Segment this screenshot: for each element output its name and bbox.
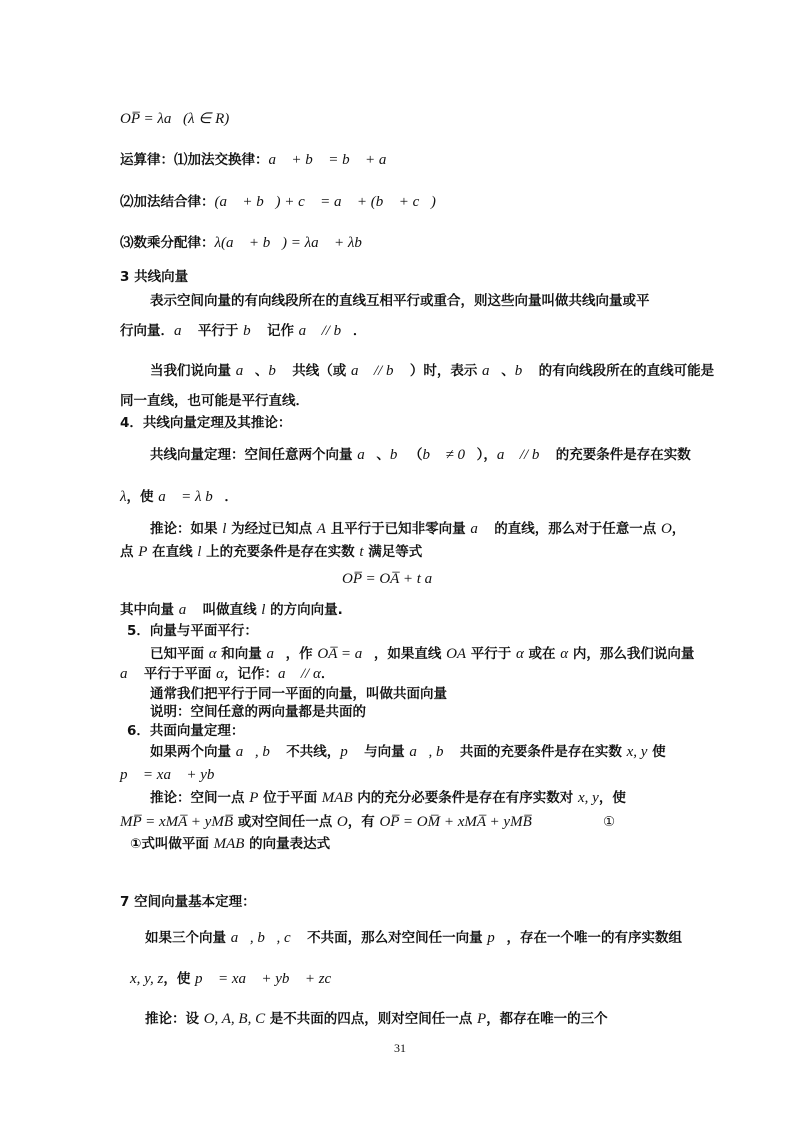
math-expression: b⃗: [268, 363, 288, 379]
text-segment: 推论：如果: [150, 521, 223, 537]
text-segment: ，都存在唯一的三个: [486, 1011, 608, 1027]
math-expression: p⃗: [340, 744, 360, 760]
math-expression: b⃗: [389, 447, 410, 463]
math-expression: OA̅ = a⃗: [317, 646, 374, 662]
text-segment: 位于平面: [258, 790, 322, 806]
text-segment: 的方向向量.: [265, 602, 343, 618]
math-expression: MP̅ = xMA̅ + yMB̅: [120, 814, 233, 830]
math-expression: a⃗: [178, 602, 198, 618]
math-expression: a⃗ = λ b⃗: [158, 489, 225, 505]
math-expression: b⃗ ≠ 0⃗: [422, 447, 477, 463]
text-line: [150, 703, 366, 721]
math-expression: p⃗ = xa⃗ + yb⃗ + zc⃗: [195, 971, 343, 987]
text-segment: 与向量: [359, 744, 410, 760]
math-expression: a⃗: [174, 323, 194, 339]
math-expression: a⃗: [482, 363, 502, 379]
text-segment: 内，那么我们说向量: [568, 646, 695, 662]
text-segment: 使: [647, 744, 666, 760]
text-segment: 是不共面的四点，则对空间任一点: [265, 1011, 478, 1027]
text-segment: 、: [254, 363, 269, 379]
math-expression: x, y, z: [130, 971, 164, 987]
text-segment: 推论：空间一点: [150, 790, 250, 806]
math-expression: O, A, B, C: [203, 1011, 266, 1027]
text-line: [145, 1010, 608, 1028]
text-segment: ，使: [598, 790, 626, 806]
text-line: [120, 488, 238, 506]
text-segment: 的直线，那么对于任意一点: [489, 521, 661, 537]
math-expression: x, y: [626, 744, 648, 760]
text-segment: ⑶数乘分配律：: [120, 235, 215, 251]
text-line: [130, 970, 343, 988]
section-heading: [120, 893, 256, 911]
math-expression: a⃗ // b⃗: [496, 447, 552, 463]
text-segment: 点: [120, 544, 139, 560]
math-expression: λ(a⃗ + b⃗) = λa⃗ + λb⃗: [214, 235, 374, 251]
text-segment: 运算律：⑴加法交换律：: [120, 152, 269, 168]
text-segment: ．: [224, 489, 238, 505]
math-expression: α: [208, 646, 217, 662]
math-expression: x, y: [578, 790, 599, 806]
math-expression: O: [660, 521, 672, 537]
text-line: [150, 743, 666, 761]
text-segment: 表示空间向量的有向线段所在的直线互相平行或重合，则这些向量叫做共线向量或平: [150, 293, 650, 309]
text-line: [120, 665, 334, 683]
text-segment: 不共线，: [281, 744, 341, 760]
text-segment: 6．共面向量定理：: [127, 723, 245, 739]
math-expression: OA: [446, 646, 467, 662]
text-segment: （: [409, 447, 423, 463]
text-segment: 的向量表达式: [244, 836, 331, 852]
text-segment: ⑵加法结合律：: [120, 194, 215, 210]
text-line: [120, 601, 343, 619]
text-segment: 如果两个向量: [150, 744, 236, 760]
text-line: [150, 362, 714, 380]
text-line: [150, 446, 691, 464]
text-segment: 和向量: [216, 646, 267, 662]
text-segment: 说明：空间任意的两向量都是共面的: [150, 704, 366, 720]
math-expression: p⃗ = xa⃗ + yb⃗: [120, 767, 227, 783]
text-segment: 行向量．: [120, 323, 174, 339]
text-segment: 4．共线向量定理及其推论：: [120, 415, 292, 431]
text-segment: 的充要条件是存在实数: [551, 447, 691, 463]
text-segment: ．: [352, 323, 367, 339]
text-line: [120, 234, 374, 252]
text-segment: ，: [671, 521, 686, 537]
section-heading: [127, 622, 258, 640]
text-segment: 已知平面: [150, 646, 209, 662]
text-segment: 5．向量与平面平行：: [127, 623, 258, 639]
math-expression: P: [138, 544, 148, 560]
text-segment: ，记作：: [223, 666, 278, 682]
formula-line: [342, 570, 455, 588]
math-expression: MAB: [213, 836, 245, 852]
text-segment: 其中向量: [120, 602, 179, 618]
text-segment: 叫做直线: [197, 602, 262, 618]
text-line: [120, 766, 226, 784]
text-segment: 3 共线向量: [120, 269, 189, 285]
text-segment: 共线向量定理：空间任意两个向量: [150, 447, 358, 463]
text-line: [150, 645, 694, 663]
text-segment: ），: [476, 447, 497, 463]
text-segment: 平行于平面: [139, 666, 217, 682]
section-heading: [127, 722, 244, 740]
text-line: [130, 835, 330, 853]
text-segment: 记作: [262, 323, 299, 339]
text-line: [150, 685, 447, 703]
math-expression: MAB: [321, 790, 353, 806]
math-expression: OP̅ = OM̅ + xMA̅ + yMB̅: [379, 814, 532, 830]
math-expression: a⃗ // α: [277, 666, 321, 682]
text-line: [150, 789, 626, 807]
text-line: [120, 392, 309, 410]
math-expression: (a⃗ + b⃗) + c⃗ = a⃗ + (b⃗ + c⃗): [214, 194, 436, 210]
text-segment: 共线（或: [287, 363, 351, 379]
math-expression: a⃗, b⃗: [409, 744, 456, 760]
text-segment: 上的充要条件是存在实数: [201, 544, 360, 560]
text-line: [120, 322, 366, 340]
text-segment: 满足等式: [363, 544, 423, 560]
text-segment: ，如果直线: [373, 646, 447, 662]
text-segment: 的有向线段所在的直线可能是: [533, 363, 715, 379]
math-expression: a⃗: [357, 447, 377, 463]
text-line: [120, 193, 436, 211]
text-segment: 或对空间任一点: [233, 814, 337, 830]
text-segment: 不共面，那么对空间任一向量: [302, 930, 488, 946]
text-segment: 且平行于已知非零向量: [325, 521, 471, 537]
text-segment: ．: [320, 666, 335, 682]
text-segment: ，存在一个唯一的有序实数组: [506, 930, 682, 946]
math-expression: λ: [120, 489, 127, 505]
text-segment: 、: [376, 447, 390, 463]
text-segment: ，使: [163, 971, 196, 987]
math-expression: OP̅ = OA̅ + t a⃗．: [342, 571, 456, 587]
math-expression: α: [515, 646, 524, 662]
math-expression: a⃗: [235, 363, 255, 379]
text-segment: 通常我们把平行于同一平面的向量，叫做共面向量: [150, 686, 447, 702]
math-expression: P: [477, 1011, 487, 1027]
math-expression: l: [197, 544, 202, 560]
math-expression: a⃗, b⃗: [235, 744, 282, 760]
text-line: [120, 110, 229, 128]
math-expression: t: [359, 544, 364, 560]
text-segment: 推论：设: [145, 1011, 204, 1027]
math-expression: α: [216, 666, 224, 682]
text-segment: ，有: [347, 814, 380, 830]
text-segment: ）时，表示: [405, 363, 483, 379]
text-line: [120, 151, 398, 169]
text-segment: 共面的充要条件是存在实数: [455, 744, 627, 760]
text-segment: 平行于: [193, 323, 244, 339]
text-segment: 当我们说向量: [150, 363, 236, 379]
text-segment: ，作: [285, 646, 318, 662]
text-segment: 7 空间向量基本定理：: [120, 894, 256, 910]
math-expression: a⃗, b⃗, c⃗: [230, 930, 303, 946]
text-line: [120, 813, 532, 831]
math-expression: a⃗: [470, 521, 490, 537]
math-expression: a⃗ + b⃗ = b⃗ + a⃗: [268, 152, 399, 168]
text-segment: 内的充分必要条件是存在有序实数对: [352, 790, 579, 806]
math-expression: O: [336, 814, 348, 830]
section-heading: [120, 414, 291, 432]
text-line: [120, 543, 422, 561]
text-line: [145, 929, 682, 947]
text-segment: 或在: [523, 646, 561, 662]
math-expression: p⃗: [487, 930, 507, 946]
text-segment: 为经过已知点: [226, 521, 317, 537]
section-heading: [120, 268, 188, 286]
math-expression: l: [222, 521, 227, 537]
page-number: 31: [394, 1041, 406, 1055]
text-segment: 、: [501, 363, 515, 379]
text-segment: 平行于: [466, 646, 516, 662]
text-segment: 如果三个向量: [145, 930, 231, 946]
math-expression: A: [316, 521, 326, 537]
text-segment: ①式叫做平面: [130, 836, 214, 852]
math-expression: a⃗: [266, 646, 286, 662]
text-segment: ，使: [126, 489, 159, 505]
math-expression: α: [560, 646, 569, 662]
text-line: [150, 520, 685, 538]
math-expression: P: [249, 790, 259, 806]
text-segment: 同一直线，也可能是平行直线．: [120, 393, 309, 409]
text-line: [150, 292, 650, 310]
circled-marker: ①: [603, 814, 616, 830]
text-segment: 在直线: [147, 544, 198, 560]
math-expression: OP̅ = λa⃗(λ ∈ R): [120, 111, 230, 127]
math-expression: a⃗: [120, 666, 140, 682]
math-expression: l: [261, 602, 266, 618]
math-expression: a⃗ // b⃗: [350, 363, 406, 379]
math-expression: a⃗ // b⃗: [298, 323, 353, 339]
math-expression: b⃗: [514, 363, 534, 379]
math-expression: b⃗: [243, 323, 263, 339]
